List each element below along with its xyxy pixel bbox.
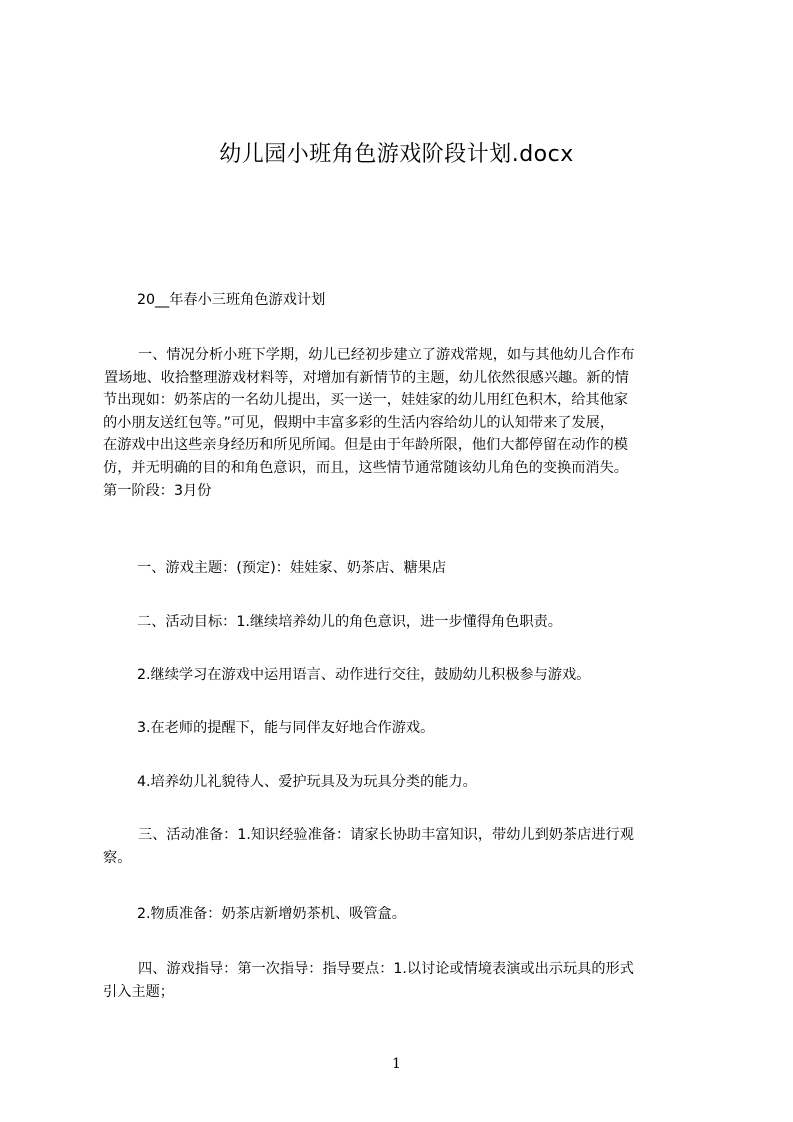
document-title: 幼儿园小班角色游戏阶段计划.docx — [219, 142, 574, 167]
goal-item: 2.继续学习在游戏中运用语言、动作进行交往，鼓励幼儿积极参与游戏。 — [137, 667, 591, 683]
goal-item: 4.培养幼儿礼貌待人、爱护玩具及为玩具分类的能力。 — [137, 774, 477, 790]
intro-line: 节出现如：奶茶店的一名幼儿提出，买一送一，娃娃家的幼儿用红色积木，给其他家 — [103, 392, 628, 409]
guidance-line: 引入主题； — [103, 983, 174, 1000]
page-number: 1 — [392, 1056, 401, 1072]
game-theme: 一、游戏主题：(预定)：娃娃家、奶茶店、糖果店 — [137, 560, 447, 576]
intro-line: 仿，并无明确的目的和角色意识，而且，这些情节通常随该幼儿角色的变换而消失。 — [103, 459, 628, 476]
guidance-paragraph — [103, 958, 703, 1003]
goal-item: 二、活动目标：1.继续培养幼儿的角色意识，进一步懂得角色职责。 — [137, 614, 562, 630]
preparation-paragraph — [103, 824, 703, 869]
intro-line: 置场地、收拾整理游戏材料等，对增加有新情节的主题，幼儿依然很感兴趣。新的情 — [104, 369, 629, 386]
preparation-line: 察。 — [103, 849, 132, 866]
intro-line: 一、情况分析小班下学期，幼儿已经初步建立了游戏常规，如与其他幼儿合作布 — [138, 347, 635, 363]
intro-paragraph — [103, 344, 703, 502]
preparation-line: 三、活动准备：1.知识经验准备：请家长协助丰富知识，带幼儿到奶茶店进行观 — [138, 827, 634, 843]
goal-item: 3.在老师的提醒下，能与同伴友好地合作游戏。 — [137, 720, 435, 736]
material-preparation: 2.物质准备：奶茶店新增奶茶机、吸管盒。 — [137, 906, 406, 922]
intro-line: 在游戏中出这些亲身经历和所见所闻。但是由于年龄所限，他们大都停留在动作的模 — [103, 437, 628, 454]
phase-heading: 第一阶段：3月份 — [103, 482, 212, 499]
intro-line: 的小朋友送红包等。”可见，假期中丰富多彩的生活内容给幼儿的认知带来了发展， — [103, 414, 615, 431]
plan-subtitle: 20__年春小三班角色游戏计划 — [137, 292, 326, 308]
guidance-line: 四、游戏指导：第一次指导：指导要点：1.以讨论或情境表演或出示玩具的形式 — [138, 961, 634, 977]
